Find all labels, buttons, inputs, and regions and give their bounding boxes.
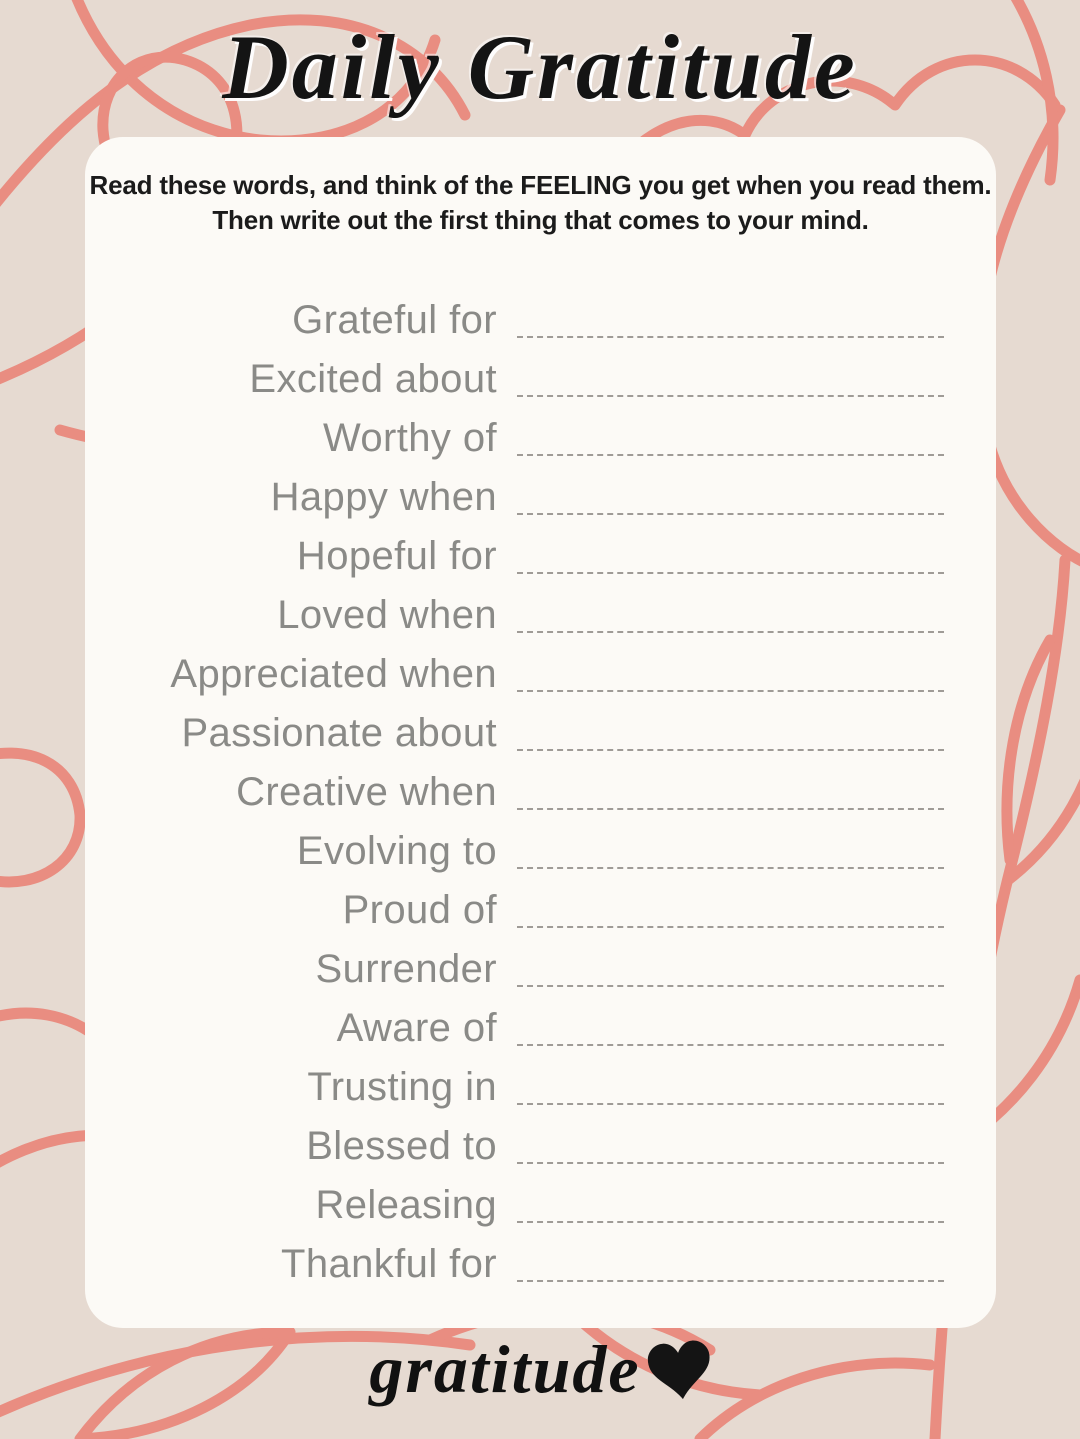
prompt-label: Releasing — [315, 1183, 497, 1227]
answer-line[interactable] — [517, 1117, 944, 1164]
answer-line[interactable] — [517, 409, 944, 456]
answer-line[interactable] — [517, 586, 944, 633]
prompt-label: Trusting in — [307, 1065, 497, 1109]
instructions-line-1: Read these words, and think of the FEELING you get when you read them. — [89, 170, 992, 200]
prompt-label: Loved when — [277, 593, 497, 637]
prompt-label: Surrender — [315, 947, 497, 991]
answer-line[interactable] — [517, 940, 944, 987]
prompt-row — [85, 1235, 996, 1294]
prompt-row — [85, 527, 996, 586]
prompt-row — [85, 468, 996, 527]
prompt-row — [85, 999, 996, 1058]
answer-line[interactable] — [517, 350, 944, 397]
prompt-label: Evolving to — [296, 829, 497, 873]
prompt-label: Passionate about — [181, 711, 497, 755]
prompt-label: Appreciated when — [170, 652, 497, 696]
prompt-row — [85, 586, 996, 645]
prompt-label: Creative when — [236, 770, 497, 814]
prompt-row — [85, 1176, 996, 1235]
page-title: Daily Gratitude — [222, 16, 858, 118]
prompt-row — [85, 409, 996, 468]
answer-line[interactable] — [517, 822, 944, 869]
prompt-label: Thankful for — [280, 1242, 497, 1286]
answer-line[interactable] — [517, 999, 944, 1046]
answer-line[interactable] — [517, 645, 944, 692]
answer-line[interactable] — [517, 468, 944, 515]
answer-line[interactable] — [517, 763, 944, 810]
prompt-row — [85, 704, 996, 763]
footer — [0, 1330, 1080, 1409]
worksheet-card — [85, 137, 996, 1328]
vine-leaf-icon — [0, 753, 80, 882]
prompt-row — [85, 822, 996, 881]
answer-line[interactable] — [517, 1235, 944, 1282]
prompt-label: Aware of — [336, 1006, 497, 1050]
instructions-line-2: Then write out the first thing that comes to your mind. — [212, 205, 869, 235]
heart-icon — [646, 1339, 714, 1403]
prompt-row — [85, 881, 996, 940]
prompt-row — [85, 1117, 996, 1176]
prompt-label: Proud of — [342, 888, 497, 932]
prompt-row — [85, 645, 996, 704]
answer-line[interactable] — [517, 291, 944, 338]
answer-line[interactable] — [517, 704, 944, 751]
prompt-row — [85, 940, 996, 999]
prompt-label: Hopeful for — [296, 534, 497, 578]
prompt-row — [85, 291, 996, 350]
prompt-label: Excited about — [249, 357, 497, 401]
answer-line[interactable] — [517, 1058, 944, 1105]
prompt-label: Happy when — [270, 475, 497, 519]
prompt-list — [85, 291, 996, 1294]
prompt-row — [85, 350, 996, 409]
footer-word: gratitude — [369, 1331, 641, 1407]
prompt-label: Worthy of — [322, 416, 497, 460]
instructions-text — [85, 137, 996, 238]
prompt-label: Grateful for — [292, 298, 497, 342]
prompt-row — [85, 1058, 996, 1117]
prompt-label: Blessed to — [306, 1124, 497, 1168]
answer-line[interactable] — [517, 1176, 944, 1223]
answer-line[interactable] — [517, 881, 944, 928]
answer-line[interactable] — [517, 527, 944, 574]
prompt-row — [85, 763, 996, 822]
branch-leaf-icon — [1007, 640, 1050, 860]
